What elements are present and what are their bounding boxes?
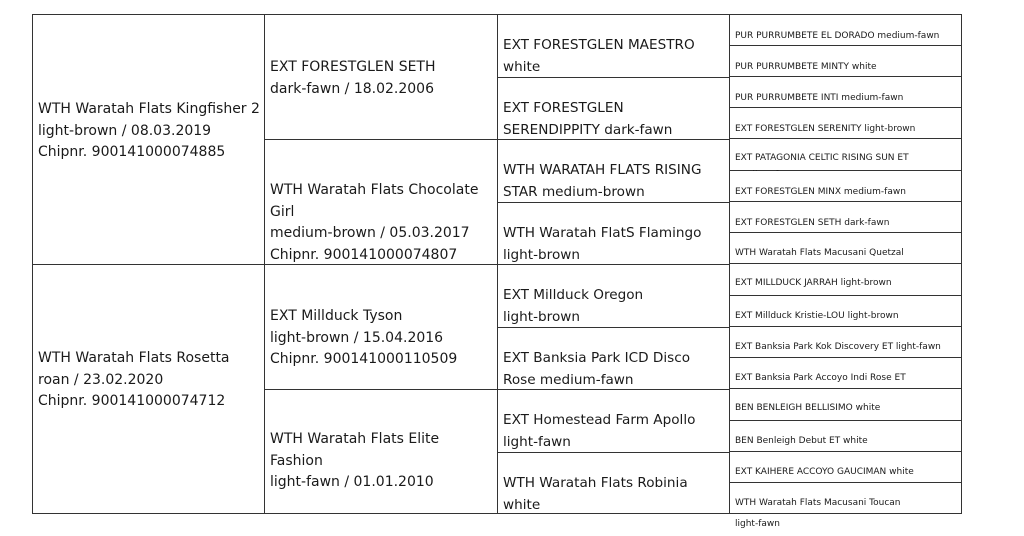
gen4-cell bbox=[729, 108, 962, 139]
gen4-cell bbox=[729, 264, 962, 296]
gen3-cell bbox=[497, 389, 730, 453]
gen4-cell bbox=[729, 483, 962, 529]
gen1-cell bbox=[32, 14, 265, 265]
gen4-cell bbox=[729, 233, 962, 264]
animal-entry: WTH Waratah Flats Kingfisher 2 light-brown / 08.03.2019 Chipnr. 900141000074885 bbox=[38, 101, 260, 161]
gen3-cell bbox=[497, 139, 730, 203]
gen1-cell bbox=[32, 264, 265, 514]
animal-entry: EXT Banksia Park ICD Disco Rose medium-fawn bbox=[503, 350, 691, 388]
gen4-cell bbox=[729, 358, 962, 389]
gen4-cell bbox=[729, 171, 962, 202]
animal-entry: EXT FORESTGLEN MAESTRO white bbox=[503, 37, 695, 75]
animal-entry: EXT FORESTGLEN SETH dark-fawn / 18.02.2006 bbox=[270, 59, 436, 97]
gen4-cell bbox=[729, 202, 962, 233]
gen4-cell bbox=[729, 327, 962, 358]
gen4-cell bbox=[729, 14, 962, 46]
animal-entry: BEN BENLEIGH BELLISIMO white bbox=[735, 403, 881, 413]
animal-entry: WTH Waratah FlatS Flamingo light-brown bbox=[503, 225, 702, 263]
animal-entry: EXT FORESTGLEN SERENITY light-brown bbox=[735, 124, 916, 134]
gen4-cell bbox=[729, 389, 962, 421]
gen3-cell bbox=[497, 77, 730, 140]
animal-entry: BEN Benleigh Debut ET white bbox=[735, 436, 868, 446]
gen3-cell bbox=[497, 14, 730, 78]
animal-entry: EXT Millduck Tyson light-brown / 15.04.2016 Chipnr. 900141000110509 bbox=[270, 308, 458, 368]
animal-entry: EXT Millduck Kristie-LOU light-brown bbox=[735, 311, 899, 321]
gen4-cell bbox=[729, 421, 962, 452]
gen2-cell bbox=[264, 389, 498, 514]
animal-entry: EXT Homestead Farm Apollo light-fawn bbox=[503, 412, 696, 450]
animal-entry: WTH Waratah Flats Robinia white bbox=[503, 475, 688, 513]
animal-entry: PUR PURRUMBETE MINTY white bbox=[735, 62, 877, 72]
animal-entry: EXT Banksia Park Accoyo Indi Rose ET bbox=[735, 373, 906, 383]
animal-entry: EXT FORESTGLEN MINX medium-fawn bbox=[735, 187, 906, 197]
gen2-cell bbox=[264, 14, 498, 140]
animal-entry: EXT KAIHERE ACCOYO GAUCIMAN white bbox=[735, 467, 914, 477]
animal-entry: WTH Waratah Flats Chocolate Girl medium-brown / 05.03.2017 Chipnr. 900141000074807 bbox=[270, 182, 479, 263]
animal-entry: EXT Banksia Park Kok Discovery ET light-fawn bbox=[735, 342, 941, 352]
gen2-cell bbox=[264, 139, 498, 265]
animal-entry: PUR PURRUMBETE EL DORADO medium-fawn bbox=[735, 31, 940, 41]
animal-entry: PUR PURRUMBETE INTI medium-fawn bbox=[735, 93, 904, 103]
animal-entry: WTH WARATAH FLATS RISING STAR medium-brown bbox=[503, 162, 702, 200]
animal-entry: EXT PATAGONIA CELTIC RISING SUN ET bbox=[735, 153, 909, 163]
gen3-cell bbox=[497, 452, 730, 514]
gen4-cell bbox=[729, 452, 962, 483]
gen4-cell bbox=[729, 139, 962, 171]
gen3-cell bbox=[497, 264, 730, 328]
gen4-cell bbox=[729, 46, 962, 77]
animal-entry: EXT FORESTGLEN SETH dark-fawn bbox=[735, 218, 890, 228]
animal-entry: WTH Waratah Flats Rosetta roan / 23.02.2020 Chipnr. 900141000074712 bbox=[38, 350, 230, 410]
gen2-cell bbox=[264, 264, 498, 390]
animal-entry: EXT Millduck Oregon light-brown bbox=[503, 287, 644, 325]
gen3-cell bbox=[497, 202, 730, 265]
animal-entry: WTH Waratah Flats Macusani Toucan light-fawn bbox=[735, 498, 901, 529]
animal-entry: WTH Waratah Flats Elite Fashion light-fawn / 01.01.2010 bbox=[270, 431, 440, 491]
animal-entry: WTH Waratah Flats Macusani Quetzal bbox=[735, 248, 904, 258]
animal-entry: EXT MILLDUCK JARRAH light-brown bbox=[735, 278, 892, 288]
gen4-cell bbox=[729, 296, 962, 327]
animal-entry: EXT FORESTGLEN SERENDIPPITY dark-fawn bbox=[503, 100, 673, 138]
pedigree-table bbox=[32, 14, 962, 529]
gen3-cell bbox=[497, 327, 730, 390]
gen4-cell bbox=[729, 77, 962, 108]
